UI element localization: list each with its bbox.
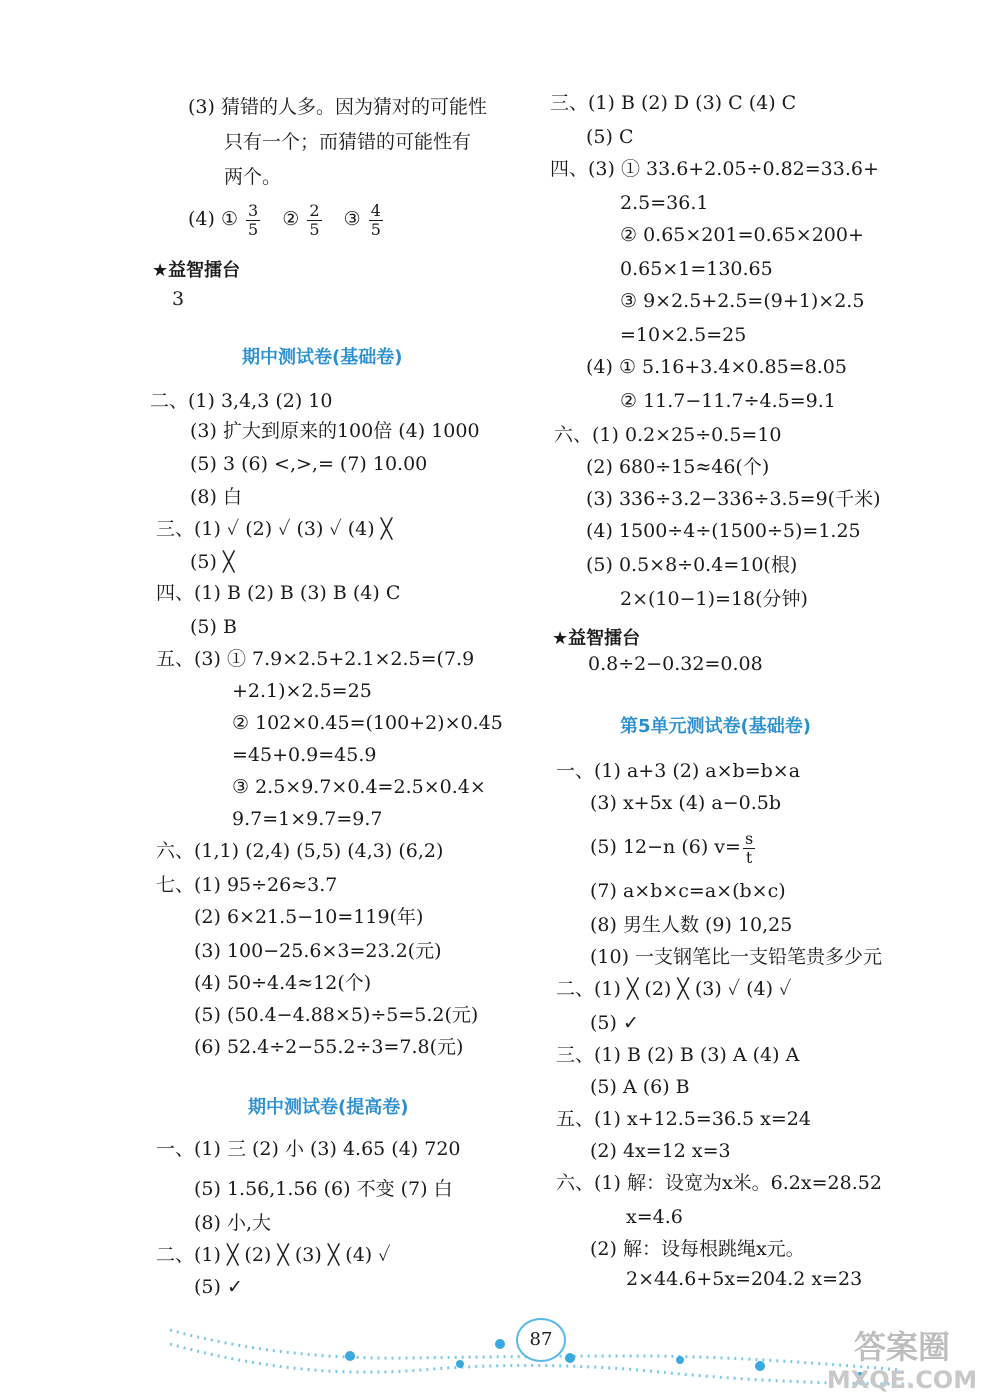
text-line: (2) 6×21.5−10=119(年) <box>194 906 424 928</box>
text-line: (5) (50.4−4.88×5)÷5=5.2(元) <box>194 1004 479 1026</box>
text-line: (5) ✓ <box>194 1276 243 1298</box>
text-line: 两个。 <box>224 166 282 188</box>
text-line: 一、(1) 三 (2) 小 (3) 4.65 (4) 720 <box>156 1138 461 1160</box>
text-line: +2.1)×2.5=25 <box>232 680 372 702</box>
text-line: 二、(1) ╳ (2) ╳ (3) ✓ (4) ✓ <box>556 978 792 1000</box>
section-heading: 期中测试卷(基础卷) <box>242 347 403 368</box>
text-line: (8) 小,大 <box>194 1212 271 1234</box>
text-line: 五、(1) x+12.5=36.5 x=24 <box>556 1108 811 1130</box>
text-line: (5) 12−n (6) v= $\frac{s}{t}$ <box>590 829 754 867</box>
circled-number: ③ <box>343 208 361 231</box>
text-line: =45+0.9=45.9 <box>232 744 377 766</box>
text-line: 二、(1) ╳ (2) ╳ (3) ╳ (4) ✓ <box>156 1244 391 1266</box>
text-line: (3) 猜错的人多。因为猜对的可能性 <box>188 96 487 118</box>
fraction: $\frac{4}{5}$ <box>370 201 381 239</box>
text-line: 五、(3) ① 7.9×2.5+2.1×2.5=(7.9 <box>156 648 475 670</box>
text-line: (2) 解：设每根跳绳x元。 <box>590 1238 805 1260</box>
text-line: (3) 336÷3.2−336÷3.5=9(千米) <box>586 488 881 510</box>
text-line: 四、(3) ① 33.6+2.05÷0.82=33.6+ <box>550 158 879 180</box>
text-line: 2.5=36.1 <box>620 192 709 214</box>
text-line: (4) 50÷4.4≈12(个) <box>194 972 372 994</box>
text-line: 三、(1) B (2) B (3) A (4) A <box>556 1044 800 1066</box>
star-section-title: ★益智擂台 <box>552 628 641 649</box>
text-line: (6) 52.4÷2−55.2÷3=7.8(元) <box>194 1036 464 1058</box>
text-line: 三、(1) B (2) D (3) C (4) C <box>550 92 797 114</box>
text-line: 只有一个；而猜错的可能性有 <box>224 131 472 153</box>
fraction: $\frac{s}{t}$ <box>744 829 754 867</box>
star-section-title: ★益智擂台 <box>152 260 241 281</box>
text-line: (3) x+5x (4) a−0.5b <box>590 792 782 814</box>
star-answer: 0.8÷2−0.32=0.08 <box>588 653 763 675</box>
text-line: 2×44.6+5x=204.2 x=23 <box>626 1268 863 1290</box>
text-line: 二、(1) 3,4,3 (2) 10 <box>150 390 333 412</box>
text-line: 四、(1) B (2) B (3) B (4) C <box>156 582 401 604</box>
text-line: 一、(1) a+3 (2) a×b=b×a <box>556 760 801 782</box>
text-line: 六、(1,1) (2,4) (5,5) (4,3) (6,2) <box>156 840 444 862</box>
text-line: (8) 白 <box>190 486 242 508</box>
text-line: (3) 扩大到原来的100倍 (4) 1000 <box>190 420 480 442</box>
text-line: ③ 2.5×9.7×0.4=2.5×0.4× <box>232 776 486 798</box>
text-line: (2) 680÷15≈46(个) <box>586 456 770 478</box>
star-answer: 3 <box>172 288 185 310</box>
text-line: (5) C <box>586 126 634 148</box>
text-line: 2×(10−1)=18(分钟) <box>620 588 808 610</box>
text-line: (5) 1.56,1.56 (6) 不变 (7) 白 <box>194 1178 453 1200</box>
watermark-logo <box>812 1318 992 1394</box>
text-line: 七、(1) 95÷26≈3.7 <box>156 874 338 896</box>
text-line: (5) 0.5×8÷0.4=10(根) <box>586 554 798 576</box>
text-line: (5) 3 (6) <,>,= (7) 10.00 <box>190 453 428 475</box>
page-number: 87 <box>516 1318 566 1362</box>
text-line: 三、(1) ✓ (2) ✓ (3) ✓ (4) ╳ <box>156 518 393 540</box>
svg-text:MXQE.COM: MXQE.COM <box>826 1366 978 1394</box>
svg-text:答案圈: 答案圈 <box>853 1328 951 1366</box>
text-line: (3) 100−25.6×3=23.2(元) <box>194 940 442 962</box>
text-line: (4) 1500÷4÷(1500÷5)=1.25 <box>586 520 861 542</box>
text-line: ② 0.65×201=0.65×200+ <box>620 224 864 246</box>
section-heading: 第5单元测试卷(基础卷) <box>620 716 811 737</box>
fraction: $\frac{3}{5}$ <box>248 201 259 239</box>
fraction-answer-line <box>188 202 385 238</box>
text-line: 0.65×1=130.65 <box>620 258 773 280</box>
text-line: (4) ① 5.16+3.4×0.85=8.05 <box>586 356 847 378</box>
text-line: (10) 一支钢笔比一支铅笔贵多少元 <box>590 946 883 968</box>
text-line: 9.7=1×9.7=9.7 <box>232 808 383 830</box>
text-line: (5) B <box>190 616 237 638</box>
text-line: 六、(1) 0.2×25÷0.5=10 <box>554 424 782 446</box>
text-line: (5) ╳ <box>190 551 235 573</box>
text-line: =10×2.5=25 <box>620 324 747 346</box>
text-line: ② 11.7−11.7÷4.5=9.1 <box>620 390 836 412</box>
circled-number: ② <box>282 208 300 231</box>
fraction: $\frac{2}{5}$ <box>309 201 320 239</box>
text-line: 六、(1) 解：设宽为x米。6.2x=28.52 <box>556 1172 882 1194</box>
text-line: (8) 男生人数 (9) 10,25 <box>590 914 793 936</box>
text-line: x=4.6 <box>626 1206 683 1228</box>
section-heading: 期中测试卷(提高卷) <box>248 1097 409 1118</box>
text-line: (7) a×b×c=a×(b×c) <box>590 880 786 902</box>
text-label: (4) ① <box>188 208 238 231</box>
text-line: ② 102×0.45=(100+2)×0.45 <box>232 712 503 734</box>
text-line: (5) ✓ <box>590 1012 639 1034</box>
text-line: (2) 4x=12 x=3 <box>590 1140 731 1162</box>
text-line: ③ 9×2.5+2.5=(9+1)×2.5 <box>620 290 865 312</box>
text-line: (5) A (6) B <box>590 1076 690 1098</box>
